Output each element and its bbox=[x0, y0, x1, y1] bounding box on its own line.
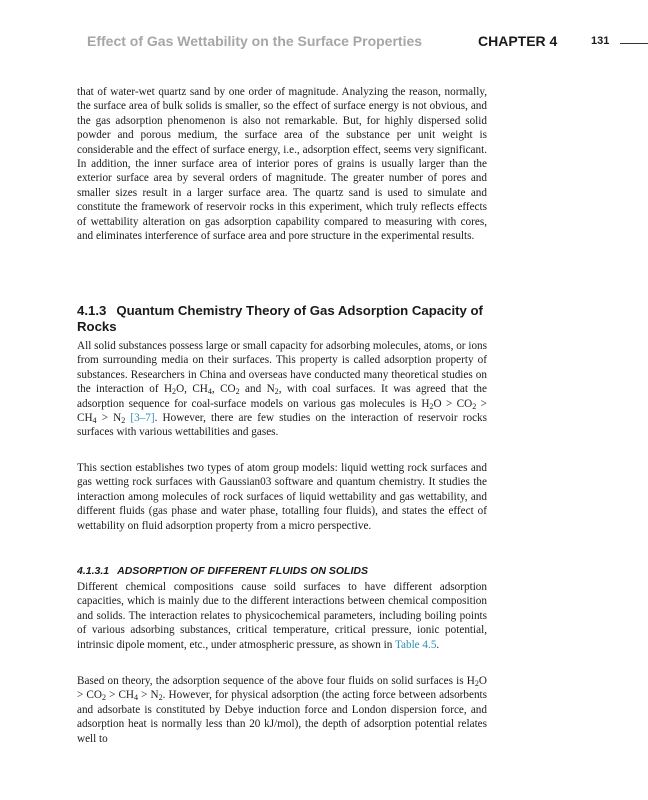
paragraph-4-block bbox=[77, 580, 487, 652]
reference-link[interactable]: [3–7] bbox=[130, 412, 155, 425]
paragraph: This section establishes two types of atom group models: liquid wetting rock surfaces and gas wetting rock surfaces with Gaussian03 software and quantum chemistry. It studies the interaction among molecules of rock surfaces of liquid wettability and gas wettability, and different fluids (gas phase and water phase, totalling four fluids), and states the effect of wettability on fluid adsorption property from a micro perspective. bbox=[77, 462, 487, 532]
running-head-chapter: CHAPTER 4 bbox=[478, 33, 558, 49]
paragraph-5-block bbox=[77, 674, 487, 746]
section-heading-block bbox=[77, 303, 487, 335]
paragraph: All solid substances possess large or small capacity for adsorbing molecules, atoms, or ions from surrounding media on their surfaces. This property is called adsorption property of substances. Researchers in China and overseas have conducted many theoretical studies on the interaction of $H_2O$, $CH_4$, $CO_2$ and $N_2$, with coal surfaces. It was agreed that the adsorption sequence for coal-surface models on various gas molecules is $H_2O > CO_2 > CH_4 > N_2$ [3–7]. However, there are few studies on the interaction of reservoir rocks surfaces with various wettabilities and gases. bbox=[77, 340, 487, 439]
paragraph-1-block bbox=[77, 85, 487, 243]
table-reference-link[interactable]: Table 4.5 bbox=[394, 638, 437, 651]
section-heading bbox=[77, 303, 487, 335]
paragraph-3-block bbox=[77, 461, 487, 533]
subsection-title: ADSORPTION OF DIFFERENT FLUIDS ON SOLIDS bbox=[117, 565, 368, 577]
header-rule bbox=[620, 43, 648, 44]
section-number: 4.1.3 bbox=[77, 303, 107, 318]
page-number: 131 bbox=[591, 35, 610, 47]
paragraph: Different chemical compositions cause soild surfaces to have different adsorption capacities, which is mainly due to the different interactions between chemical composition and solids. The interaction relates to physicochemical parameters, including boiling points of various adsorbing substances, critical temperature, critical pressure, ionic potential, intrinsic dipole moment, etc., under atmospheric pressure, as shown in Table 4.5. bbox=[77, 581, 487, 651]
paragraph-2-block bbox=[77, 339, 487, 440]
section-title: Quantum Chemistry Theory of Gas Adsorption Capacity of Rocks bbox=[77, 303, 483, 334]
running-head-title: Effect of Gas Wettability on the Surface Properties bbox=[87, 33, 423, 49]
subsection-heading-block bbox=[77, 564, 487, 578]
paragraph: that of water-wet quartz sand by one order of magnitude. Analyzing the reason, normally, the surface area of bulk solids is smaller, so the effect of surface energy is not obvious, and the gas adsorption phenomenon is also not remarkable. But, for highly dispersed solid powder and porous medium, the surface area of the substance per unit weight is considerable and the effect of surface energy, i.e., adsorption effect, seems very significant. In addition, the inner surface area of interior pores of grains is usually larger than the exterior surface area by several orders of magnitude. The greater number of pores and smaller sizes result in a larger surface area. The quartz sand is used to simulate and constitute the framework of reservoir rocks in this experiment, which truly reflects effects of wettability alteration on gas adsorption capability compared to measuring with cores, and eliminates interference of surface area and pore structure in the experimental results. bbox=[77, 86, 487, 243]
paragraph: Based on theory, the adsorption sequence of the above four fluids on solid surfaces is $H_2O > CO_2 > CH_4 > N_2$. However, for physical adsorption (the acting force between adsorbents and adsorbate is constituted by Debye induction force and London dispersion force, and adsorption heat is normally less than 20 kJ/mol), the depth of adsorption potential relates well to bbox=[77, 675, 488, 745]
subsection-number: 4.1.3.1 bbox=[77, 565, 110, 577]
subsection-heading bbox=[77, 564, 487, 578]
running-head bbox=[0, 33, 648, 53]
